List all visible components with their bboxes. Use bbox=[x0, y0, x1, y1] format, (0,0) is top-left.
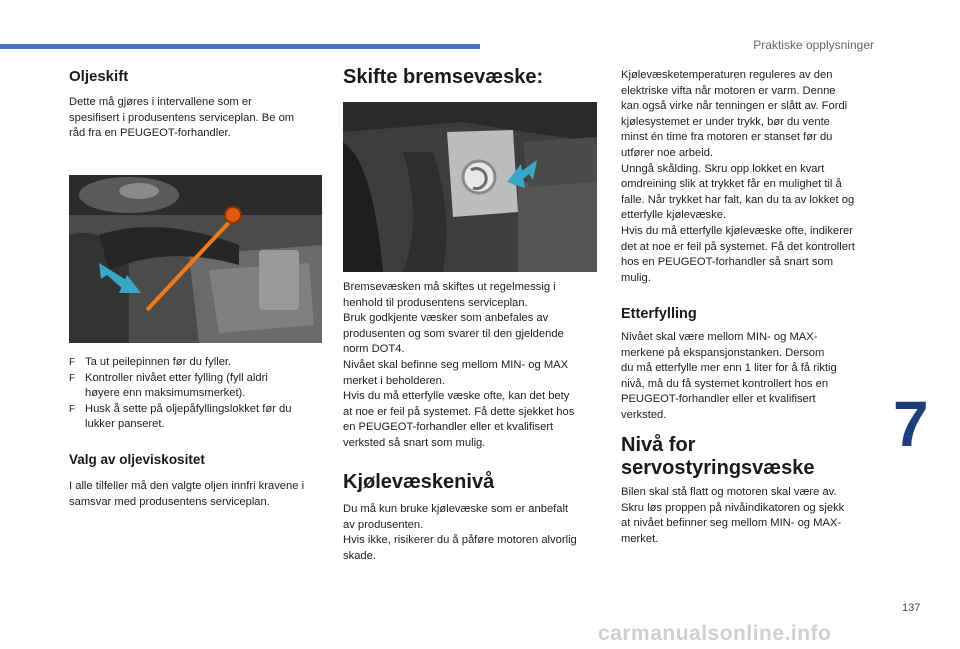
list-item: F Ta ut peilepinnen før du fyller. bbox=[69, 356, 232, 368]
coolant-level-heading: Kjølevæskenivå bbox=[343, 471, 495, 493]
coolant-temperature-text: Kjølevæsketemperaturen reguleres av den elektriske vifta når motoren er varm. Denne kan også virke når tenningen er slått av. Fordi kjølesystemet er under trykk, bør du vente minst én time fra motoren er stanset før du utfører noe arbeid. Unngå skålding. Skru opp lokket en kvart omdreining slik at trykket får en mulighet til å falle. Når trykket har falt, kan du ta av lokket og etterfylle kjølevæske. Hvis du må etterfylle kjølevæske ofte, indikerer det at noe er feil på systemet. Få det kontrollert hos en PEUGEOT-forhandler så snart som mulig. bbox=[621, 69, 855, 284]
coolant-level-text: Du må kun bruke kjølevæske som er anbefalt av produsenten. Hvis ikke, risikerer du å påføre motoren alvorlig skade. bbox=[343, 503, 577, 562]
refill-text: Nivået skal være mellom MIN- og MAX- merkene på ekspansjonstanken. Dersom du må etterfylle mer enn 1 liter for å få riktig nivå, må du få systemet kontrollert hos en PEUGEOT-forhandler eller et kvalifisert verksted. bbox=[621, 331, 837, 421]
power-steering-text: Bilen skal stå flatt og motoren skal være av. Skru løs proppen på nivåindikatoren og sjekk at nivået befinner seg mellom MIN- og MAX- merket. bbox=[621, 486, 845, 545]
oil-dipstick-photo bbox=[69, 175, 322, 343]
power-steering-heading: Nivå for servostyringsvæske bbox=[621, 434, 815, 479]
oil-change-heading: Oljeskift bbox=[69, 68, 129, 85]
brake-fluid-photo bbox=[343, 102, 597, 272]
header-accent-bar bbox=[0, 44, 480, 49]
brake-fluid-text: Bremsevæsken må skiftes ut regelmessig i henhold til produsentens serviceplan. Bruk godkjente væsker som anbefales av produsenten og som svarer til den gjeldende norm DOT4. Nivået skal befinne seg mellom MIN- og MAX merket i beholderen. Hvis du må etterfylle væske ofte, kan det bety at noe er feil på systemet. Få dette sjekket hos en PEUGEOT-forhandler eller et kvalifisert verksted så snart som mulig. bbox=[343, 281, 575, 449]
chapter-number: 7 bbox=[893, 388, 929, 460]
oil-check-steps bbox=[69, 355, 329, 433]
viscosity-text: I alle tilfeller må den valgte oljen innfri kravene i samsvar med produsentens serviceplan. bbox=[69, 480, 305, 508]
brake-fluid-heading: Skifte bremsevæske: bbox=[343, 66, 544, 88]
viscosity-heading: Valg av oljeviskositet bbox=[69, 452, 205, 467]
list-item: F Husk å sette på oljepåfyllingslokket før du lukker panseret. bbox=[69, 402, 292, 431]
list-item: F Kontroller nivået etter fylling (fyll aldri høyere enn maksimumsmerket). bbox=[69, 371, 268, 400]
watermark: carmanualsonline.info bbox=[598, 622, 832, 645]
oil-change-text: Dette må gjøres i intervallene som er spesifisert i produsentens serviceplan. Be om råd fra en PEUGEOT-forhandler. bbox=[69, 96, 295, 140]
running-header: Praktiske opplysninger bbox=[753, 38, 874, 52]
refill-heading: Etterfylling bbox=[621, 306, 697, 322]
page-number: 137 bbox=[902, 602, 921, 614]
